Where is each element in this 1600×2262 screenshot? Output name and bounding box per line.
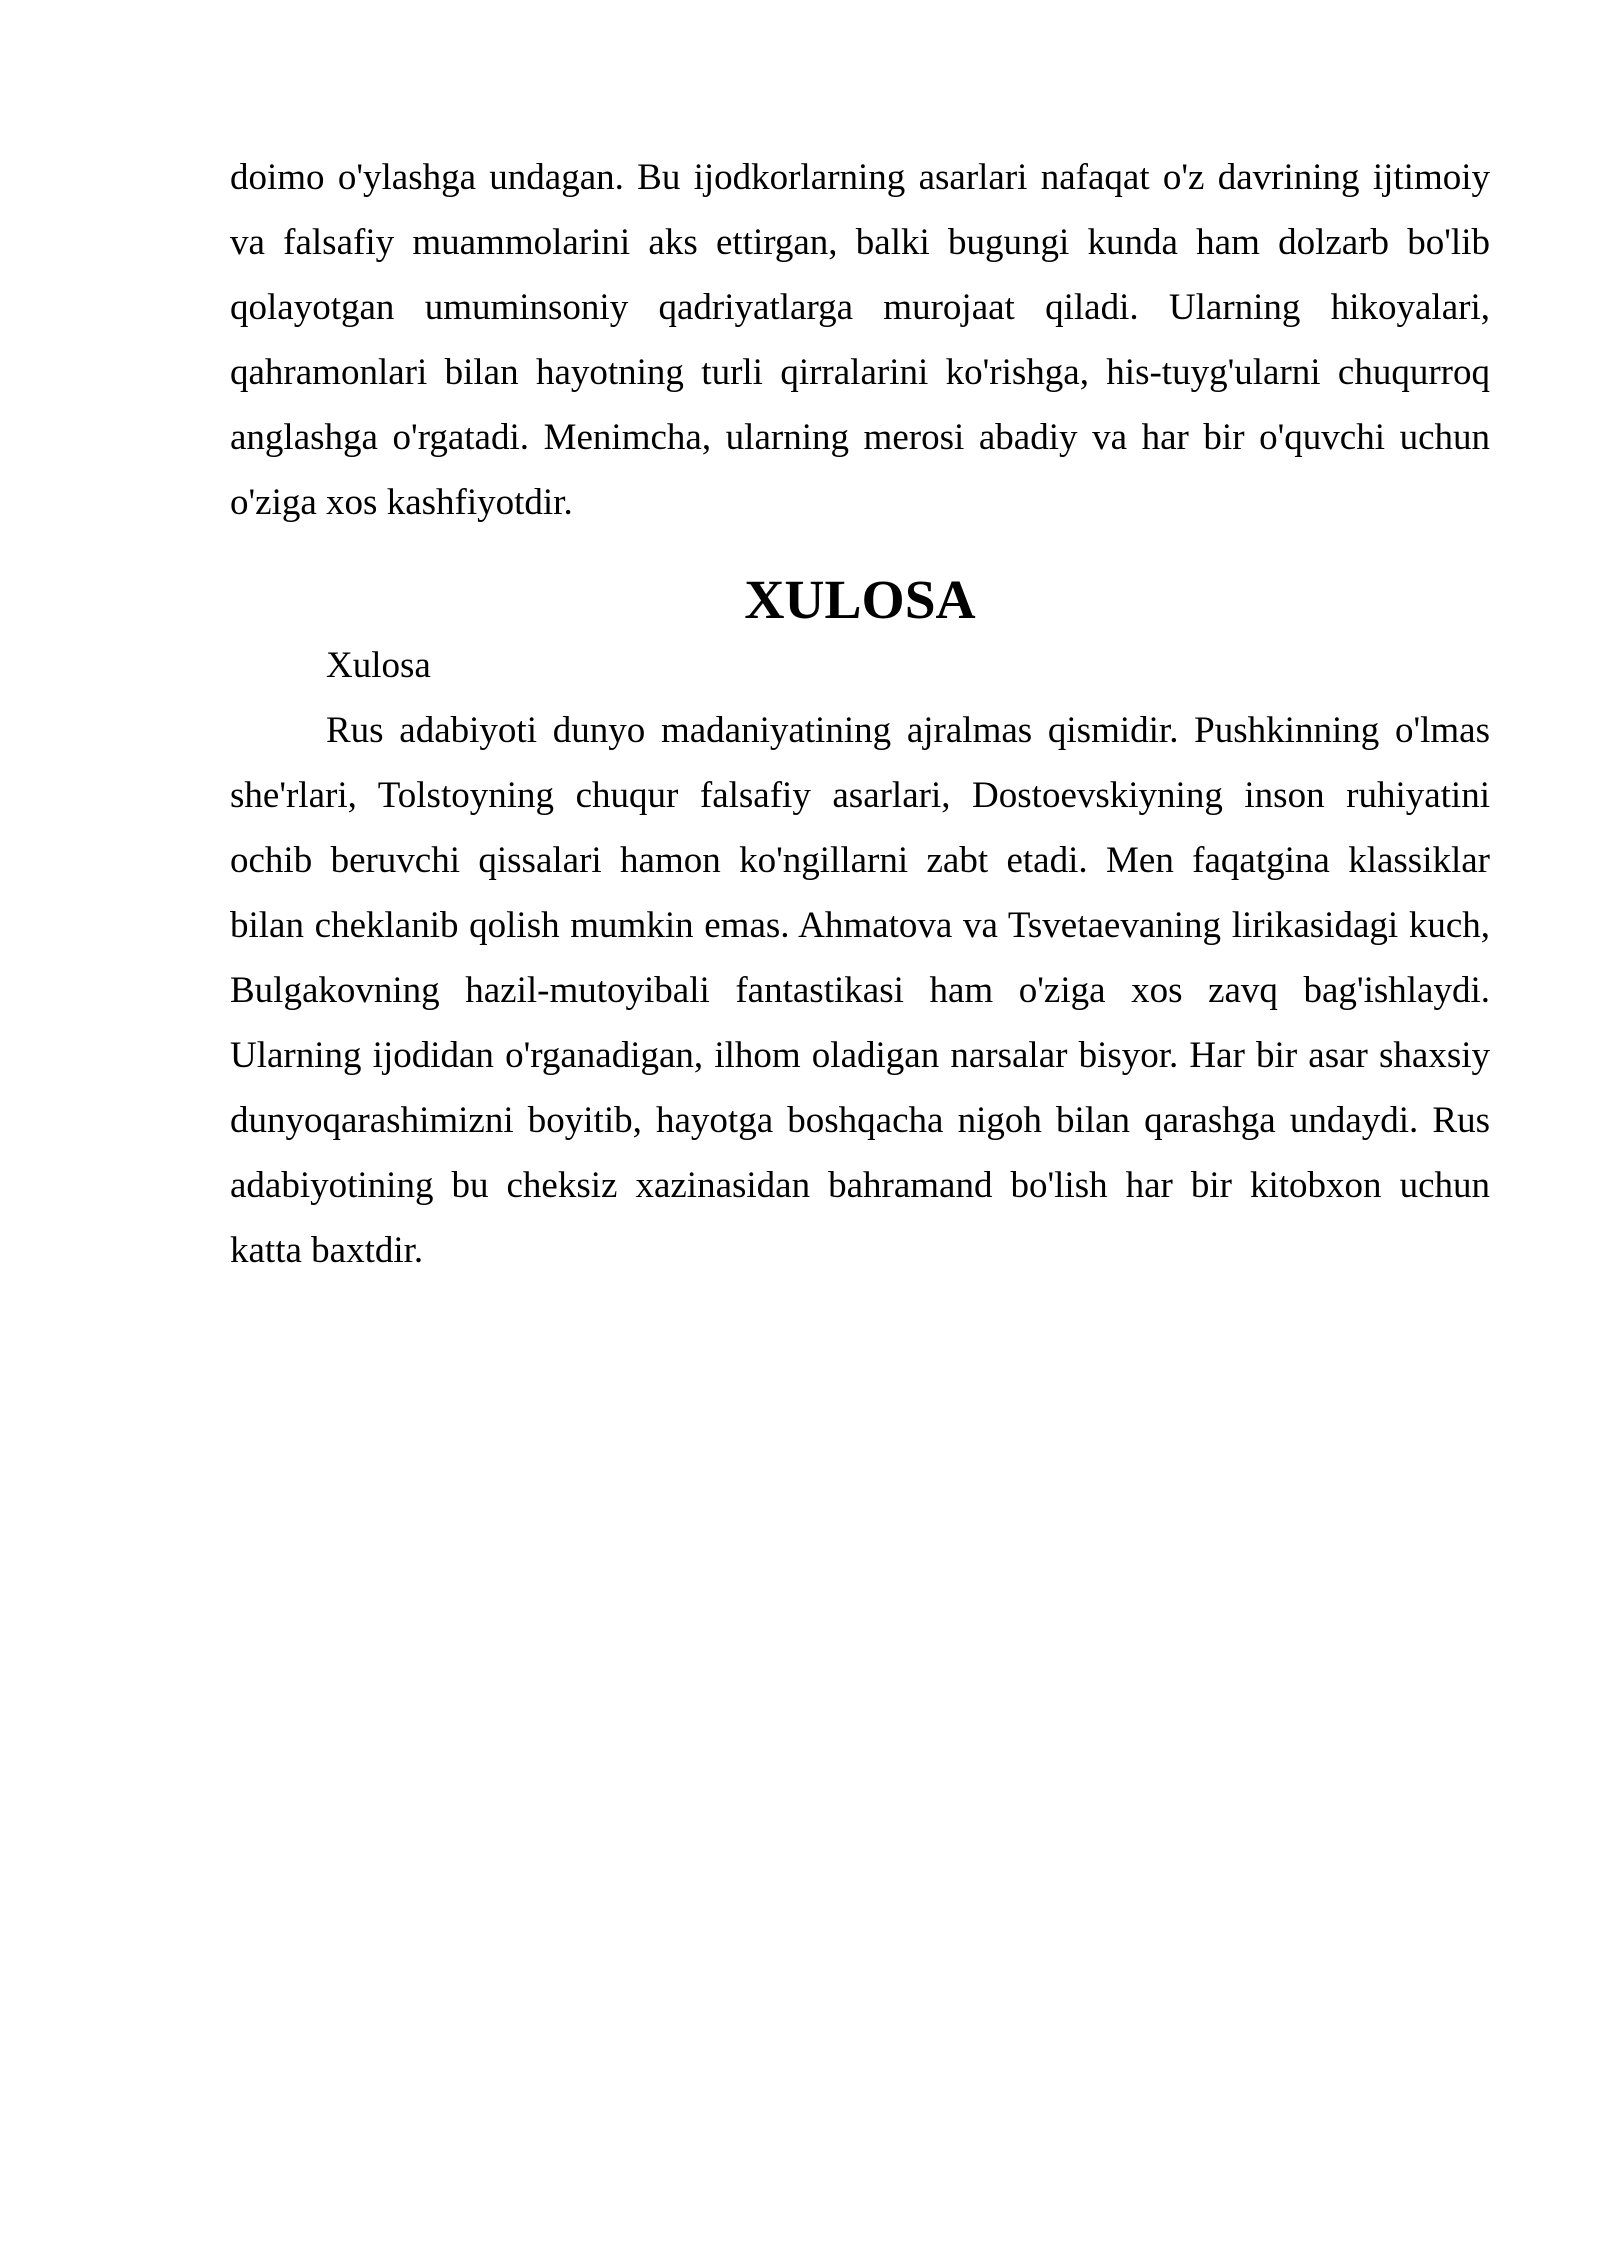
intro-paragraph: doimo o'ylashga undagan. Bu ijodkorlarning asarlari nafaqat o'z davrining ijtimoiy va falsafiy muammolarini aks ettirgan, balki bugungi kunda ham dolzarb bo'lib qolayotgan umuminsoniy qadriyatlarga murojaat qiladi. Ularning hikoyalari, qahramonlari bilan hayotning turli qirralarini ko'rishga, his-tuyg'ularni chuqurroq anglashga o'rgatadi. Menimcha, ularning merosi abadiy va har bir o'quvchi uchun o'ziga xos kashfiyotdir. bbox=[230, 157, 1490, 523]
section-heading: XULOSA bbox=[744, 570, 976, 631]
page-content bbox=[230, 145, 1490, 1283]
section-subheading: Xulosa bbox=[326, 645, 431, 686]
conclusion-paragraph: Rus adabiyoti dunyo madaniyatining ajralmas qismidir. Pushkinning o'lmas she'rlari, Tolstoyning chuqur falsafiy asarlari, Dostoevskiyning inson ruhiyatini ochib beruvchi qissalari hamon ko'ngillarni zabt etadi. Men faqatgina klassiklar bilan cheklanib qolish mumkin emas. Ahmatova va Tsvetaevaning lirikasidagi kuch, Bulgakovning hazil-mutoyibali fantastikasi ham o'ziga xos zavq bag'ishlaydi. Ularning ijodidan o'rganadigan, ilhom oladigan narsalar bisyor. Har bir asar shaxsiy dunyoqarashimizni boyitib, hayotga boshqacha nigoh bilan qarashga undaydi. Rus adabiyotining bu cheksiz xazinasidan bahramand bo'lish har bir kitobxon uchun katta baxtdir. bbox=[230, 710, 1490, 1271]
